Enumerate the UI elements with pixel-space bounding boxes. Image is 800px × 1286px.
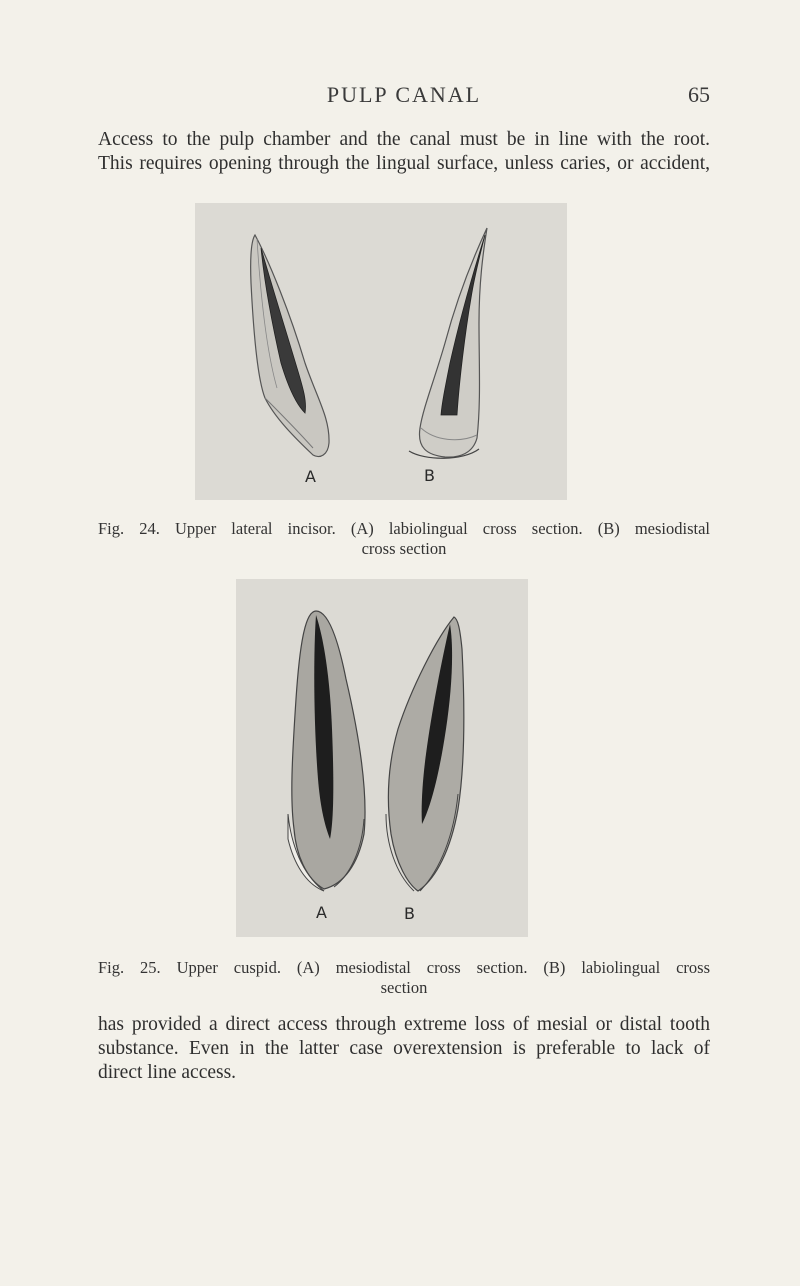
fig24-label-a: A bbox=[305, 467, 316, 486]
figure-25-illustration bbox=[236, 579, 528, 937]
fig24-tooth-a bbox=[251, 235, 329, 457]
fig24-tooth-b bbox=[409, 228, 487, 458]
fig25-tooth-b bbox=[386, 617, 464, 891]
figure-25-image bbox=[236, 579, 528, 937]
running-title: PULP CANAL bbox=[326, 82, 482, 107]
closing-line-3: direct line access. bbox=[98, 1062, 237, 1083]
figure-24-caption bbox=[98, 519, 710, 559]
fig24-label-b: B bbox=[424, 466, 435, 485]
intro-paragraph bbox=[98, 128, 710, 176]
intro-line-1: Access to the pulp chamber and the canal must be in line with the root. bbox=[98, 129, 710, 150]
figure-24-illustration bbox=[195, 203, 567, 500]
fig25-label-b: B bbox=[404, 904, 415, 923]
running-head bbox=[98, 80, 710, 110]
page-number: 65 bbox=[688, 82, 710, 107]
figure-24-image bbox=[195, 203, 567, 500]
closing-line-1: has provided a direct access through extreme loss of mesial or distal tooth bbox=[98, 1014, 710, 1035]
figure-24-caption-line-2: cross section bbox=[361, 539, 447, 558]
figure-25-caption bbox=[98, 958, 710, 998]
figure-25-caption-line-1: Fig. 25. Upper cuspid. (A) mesiodistal cross section. (B) labiolingual cross bbox=[98, 958, 710, 977]
closing-paragraph bbox=[98, 1013, 710, 1085]
figure-25-caption-line-2: section bbox=[380, 978, 428, 997]
fig25-tooth-a bbox=[288, 611, 365, 891]
figure-24-caption-line-1: Fig. 24. Upper lateral incisor. (A) labiolingual cross section. (B) mesiodistal bbox=[98, 519, 710, 538]
fig25-label-a: A bbox=[316, 903, 327, 922]
intro-line-2: This requires opening through the lingual surface, unless caries, or accident, bbox=[98, 153, 710, 174]
closing-line-2: substance. Even in the latter case overextension is preferable to lack of bbox=[98, 1038, 710, 1059]
